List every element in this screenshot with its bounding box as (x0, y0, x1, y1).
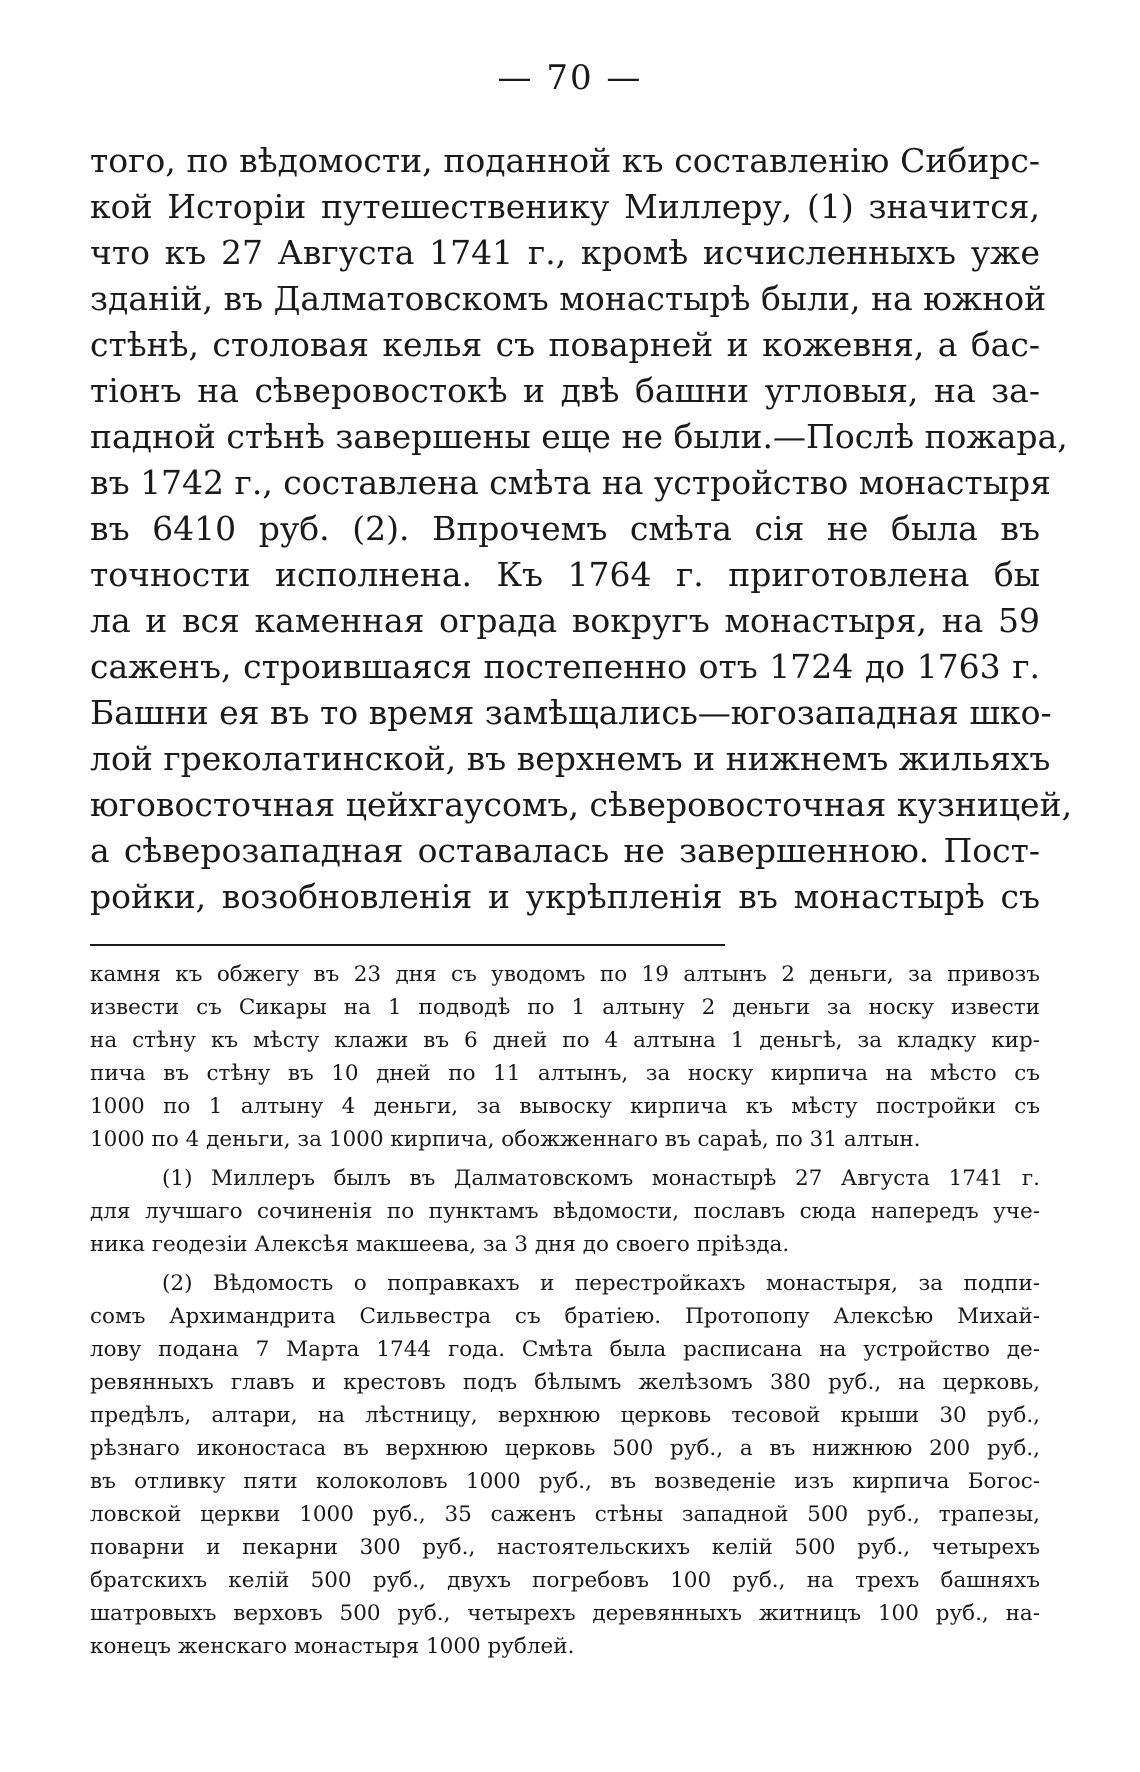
main-text-line: что къ 27 Августа 1741 г., кромѣ исчисленныхъ уже (90, 233, 1040, 272)
main-text-line: ройки, возобновленія и укрѣпленія въ монастырѣ съ (90, 877, 1040, 916)
main-text-line: въ 6410 руб. (2). Впрочемъ смѣта сія не была въ (90, 509, 1040, 548)
footnote-divider (90, 944, 725, 946)
footnote-line: камня къ обжегу въ 23 дня съ уводомъ по 19 алтынъ 2 деньги, за привозъ (90, 962, 1040, 987)
main-text-line: саженъ, строившаяся постепенно отъ 1724 до 1763 г. (90, 647, 1040, 686)
footnote-continuation (90, 958, 1040, 1156)
footnote-line: (1) Миллеръ былъ въ Далматовскомъ монастырѣ 27 Августа 1741 г. (162, 1166, 1040, 1191)
main-text-line: стѣнѣ, столовая келья съ поварней и кожевня, а бас- (90, 325, 1040, 364)
footnote-line: пича въ стѣну въ 10 дней по 11 алтынъ, за носку кирпича на мѣсто съ (90, 1061, 1040, 1086)
footnote-2 (90, 1267, 1040, 1663)
footnote-1 (90, 1162, 1040, 1261)
footnote-line: въ отливку пяти колоколовъ 1000 руб., въ возведеніе изъ кирпича Богос- (90, 1469, 1040, 1494)
footnote-line: сомъ Архимандрита Сильвестра съ братіею. Протопопу Алексѣю Михай- (90, 1304, 1040, 1329)
main-text-line: ла и вся каменная ограда вокругъ монастыря, на 59 (90, 601, 1040, 640)
main-text (90, 138, 1073, 920)
footnote-line: шатровыхъ верховъ 500 руб., четырехъ деревянныхъ житницъ 100 руб., на- (90, 1601, 1040, 1626)
main-text-line: кой Исторіи путешественику Миллеру, (1) значится, (90, 187, 1040, 226)
main-text-line: Башни ея въ то время замѣщались—югозападная шко- (90, 693, 1052, 732)
main-text-line: въ 1742 г., составлена смѣта на устройство монастыря (90, 463, 1051, 502)
main-text-line: юговосточная цейхгаусомъ, сѣверовосточная кузницей, (90, 785, 1073, 824)
main-text-line: падной стѣнѣ завершены еще не были.—Послѣ пожара, (90, 417, 1068, 456)
main-text-line: точности исполнена. Къ 1764 г. приготовлена бы (90, 555, 1040, 594)
footnote-line: извести съ Сикары на 1 подводѣ по 1 алтыну 2 деньги за носку извести (90, 995, 1040, 1020)
footnote-line: (2) Вѣдомость о поправкахъ и перестройкахъ монастыря, за подпи- (162, 1271, 1040, 1296)
footnote-line: братскихъ келій 500 руб., двухъ погребовъ 100 руб., на трехъ башняхъ (90, 1568, 1040, 1593)
footnote-line: рѣзнаго иконостаса въ верхнюю церковь 500 руб., а въ нижнюю 200 руб., (90, 1436, 1040, 1461)
page-number: — 70 — (497, 58, 643, 98)
footnote-line: лову подана 7 Марта 1744 года. Смѣта была расписана на устройство де- (90, 1337, 1040, 1362)
footnotes (90, 958, 1040, 1663)
footnote-line: ника геодезіи Алексѣя макшеева, за 3 дня до своего пріѣзда. (90, 1232, 790, 1257)
footnote-line: предѣлъ, алтари, на лѣстницу, верхнюю церковь тесовой крыши 30 руб., (90, 1403, 1040, 1428)
footnote-line: 1000 по 1 алтыну 4 деньги, за вывоску кирпича къ мѣсту постройки съ (90, 1094, 1040, 1119)
footnote-line: конецъ женскаго монастыря 1000 рублей. (90, 1634, 575, 1659)
main-text-line: а сѣверозападная оставалась не завершенною. Пост- (90, 831, 1040, 870)
footnote-line: ловской церкви 1000 руб., 35 саженъ стѣны западной 500 руб., трапезы, (90, 1502, 1040, 1527)
main-text-line: тіонъ на сѣверовостокѣ и двѣ башни угловыя, на за- (90, 371, 1040, 410)
footnote-line: 1000 по 4 деньги, за 1000 кирпича, обожженнаго въ сараѣ, по 31 алтын. (90, 1127, 921, 1152)
main-text-line: того, по вѣдомости, поданной къ составленію Сибирс- (90, 141, 1040, 180)
footnote-line: поварни и пекарни 300 руб., настоятельскихъ келій 500 руб., четырехъ (90, 1535, 1040, 1560)
main-text-line: зданій, въ Далматовскомъ монастырѣ были, на южной (90, 279, 1047, 318)
footnote-line: на стѣну къ мѣсту клажи въ 6 дней по 4 алтына 1 деньгѣ, за кладку кир- (90, 1028, 1040, 1053)
main-text-line: лой греколатинской, въ верхнемъ и нижнемъ жильяхъ (90, 739, 1051, 778)
footnote-line: для лучшаго сочиненія по пунктамъ вѣдомости, пославъ сюда напередъ уче- (90, 1199, 1040, 1224)
footnote-line: ревянныхъ главъ и крестовъ подъ бѣлымъ желѣзомъ 380 руб., на церковь, (90, 1370, 1040, 1395)
